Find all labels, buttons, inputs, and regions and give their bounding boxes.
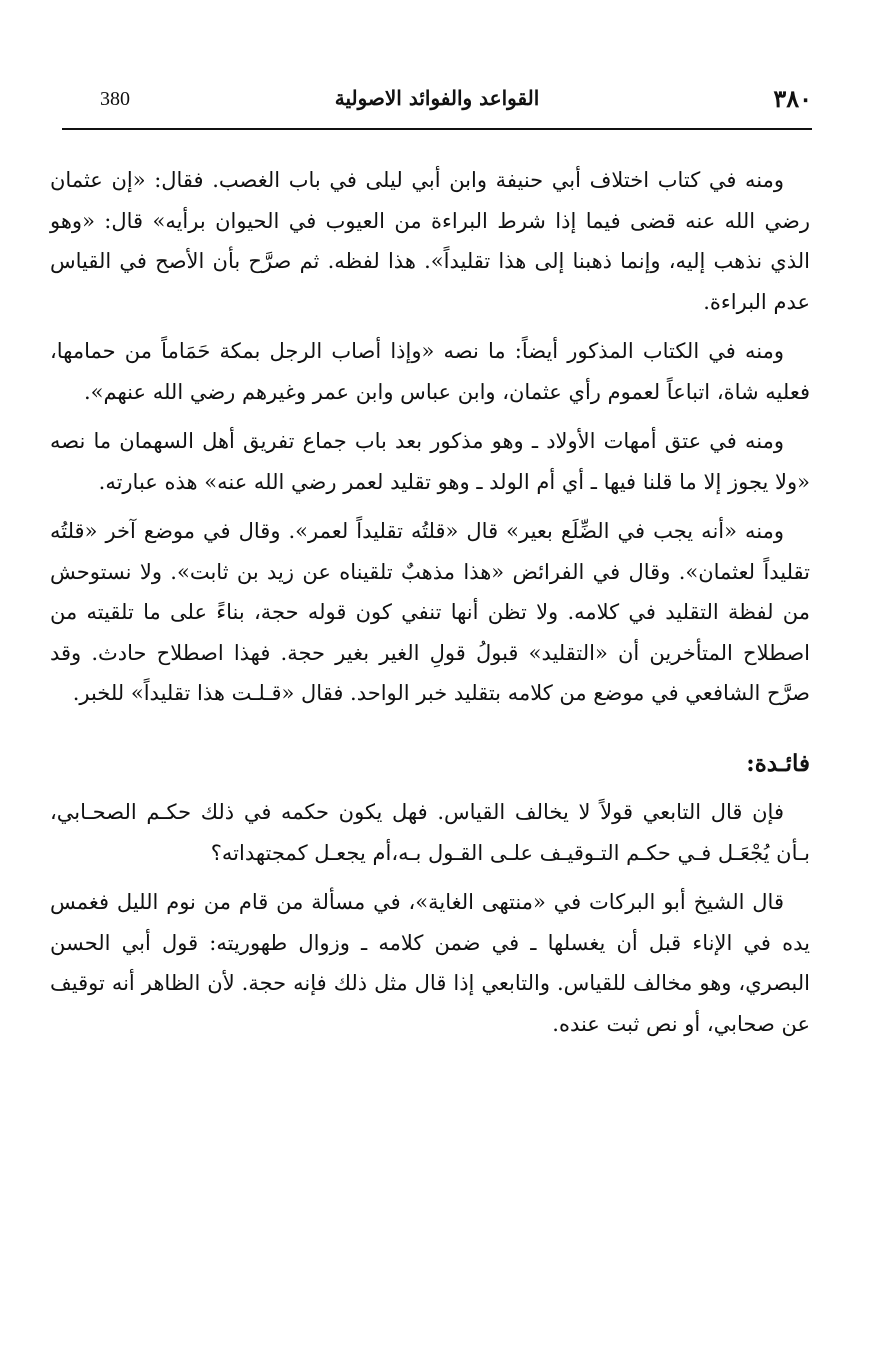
paragraph: ومنه في عتق أمهات الأولاد ـ وهو مذكور بعد باب جماع تفريق أهل السهمان ما نصه «ولا يجوز إلا ما قلنا فيها ـ أي أم الولد ـ وهو تقليد لعمر رضي الله عنه» هذه عبارته. — [50, 429, 810, 494]
page-number-arabic: ٣٨٠ — [773, 84, 812, 113]
page-number-latin: 380 — [100, 88, 130, 110]
paragraph: ومنه في كتاب اختلاف أبي حنيفة وابن أبي ليلى في باب الغصب. فقال: «إن عثمان رضي الله عنه قضى فيما إذا شرط البراءة من العيوب في الحيوان برأيه» قال: «وهو الذي نذهب إليه، وإنما ذهبنا إلى هذا تقليداً». هذا لفظه. ثم صرَّح بأن الأصح في القياس عدم البراءة. — [50, 168, 810, 314]
section-heading: فائـدة: — [746, 749, 810, 777]
paragraph: ومنه «أنه يجب في الضِّلَع بعير» قال «قلتُه تقليداً لعمر». وقال في موضع آخر «قلتُه تقليداً لعثمان». وقال في الفرائض «هذا مذهبٌ تلقيناه عن زيد بن ثابت». ولا نستوحش من لفظة التقليد في كلامه. ولا تظن أنها تنفي كون قوله حجة، بناءً على ما تلقيته من اصطلاح المتأخرين أن «التقليد» قبولُ قولِ الغير بغير حجة. فهذا اصطلاح حادث. وقد صرَّح الشافعي في موضع من كلامه بتقليد خبر الواحد. فقال «قـلـت هذا تقليداً» للخبر. — [50, 519, 810, 705]
paragraph: قال الشيخ أبو البركات في «منتهى الغاية»، في مسألة من قام من نوم الليل فغمس يده في الإناء قبل أن يغسلها ـ في ضمن كلامه ـ وزوال طهوريته: قول أبي الحسن البصري، وهو مخالف للقياس. والتابعي إذا قال مثل ذلك فإنه حجة. لأن الظاهر أنه توقيف عن صحابي، أو نص ثبت عنده. — [50, 890, 810, 1036]
paragraph: ومنه في الكتاب المذكور أيضاً: ما نصه «وإذا أصاب الرجل بمكة حَمَاماً من حمامها، فعليه شاة، اتباعاً لعموم رأي عثمان، وابن عباس وابن عمر وغيرهم رضي الله عنهم». — [50, 339, 810, 404]
header-divider — [62, 128, 812, 130]
page-header — [62, 78, 812, 128]
page-body — [50, 160, 810, 1053]
paragraph: فإن قال التابعي قولاً لا يخالف القياس. فهل يكون حكمه في ذلك حكـم الصحـابي، بـأن يُجْعَـل فـي حكـم التـوقيـف علـى القـول بـه،أم يجعـل كمجتهداته؟ — [50, 800, 810, 865]
running-title: القواعد والفوائد الاصولية — [334, 86, 540, 110]
